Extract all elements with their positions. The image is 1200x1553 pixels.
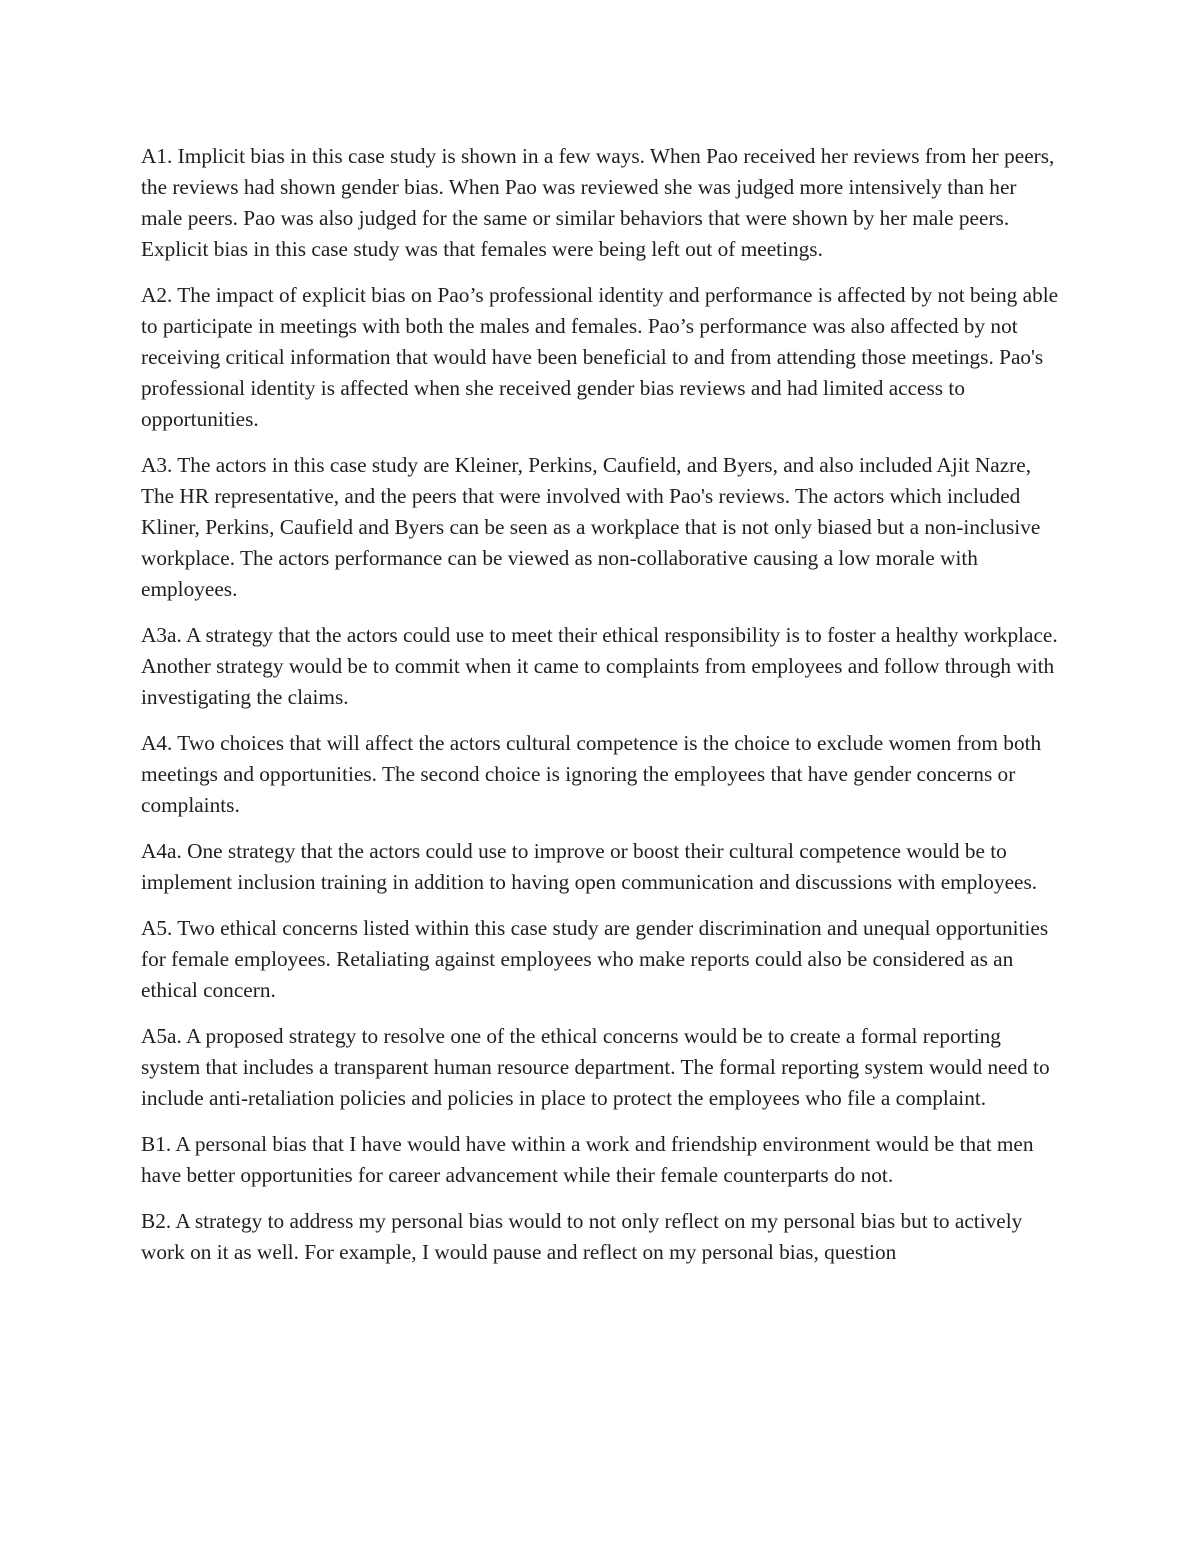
paragraph-a3: A3. The actors in this case study are Kleiner, Perkins, Caufield, and Byers, and also included Ajit Nazre, The HR representative, and the peers that were involved with Pao's reviews. The actors which included Kliner, Perkins, Caufield and Byers can be seen as a workplace that is not only biased but a non-inclusive workplace. The actors performance can be viewed as non-collaborative causing a low morale with employees. xyxy=(141,453,1041,601)
paragraph-a5a: A5a. A proposed strategy to resolve one of the ethical concerns would be to create a formal reporting system that includes a transparent human resource department. The formal reporting system would need to include anti-retaliation policies and policies in place to protect the employees who file a complaint. xyxy=(141,1024,1050,1110)
paragraph-b2: B2. A strategy to address my personal bias would to not only reflect on my personal bias but to actively work on it as well. For example, I would pause and reflect on my personal bias, question xyxy=(141,1209,1023,1264)
paragraph-a3a: A3a. A strategy that the actors could use to meet their ethical responsibility is to foster a healthy workplace. Another strategy would be to commit when it came to complaints from employees and follow through with investigating the claims. xyxy=(141,623,1058,709)
paragraph-a1: A1. Implicit bias in this case study is shown in a few ways. When Pao received her reviews from her peers, the reviews had shown gender bias. When Pao was reviewed she was judged more intensively than her male peers. Pao was also judged for the same or similar behaviors that were shown by her male peers. Explicit bias in this case study was that females were being left out of meetings. xyxy=(141,144,1055,261)
paragraph-a2: A2. The impact of explicit bias on Pao’s professional identity and performance is affected by not being able to participate in meetings with both the males and females. Pao’s performance was also affected by not receiving critical information that would have been beneficial to and from attending those meetings. Pao's professional identity is affected when she received gender bias reviews and had limited access to opportunities. xyxy=(141,283,1059,431)
paragraph-a4: A4. Two choices that will affect the actors cultural competence is the choice to exclude women from both meetings and opportunities. The second choice is ignoring the employees that have gender concerns or complaints. xyxy=(141,731,1042,817)
paragraph-a5: A5. Two ethical concerns listed within this case study are gender discrimination and unequal opportunities for female employees. Retaliating against employees who make reports could also be considered as an ethical concern. xyxy=(141,916,1049,1002)
document-body xyxy=(141,141,1061,1283)
paragraph-b1: B1. A personal bias that I have would have within a work and friendship environment would be that men have better opportunities for career advancement while their female counterparts do not. xyxy=(141,1132,1034,1187)
paragraph-a4a: A4a. One strategy that the actors could use to improve or boost their cultural competence would be to implement inclusion training in addition to having open communication and discussions with employees. xyxy=(141,839,1038,894)
